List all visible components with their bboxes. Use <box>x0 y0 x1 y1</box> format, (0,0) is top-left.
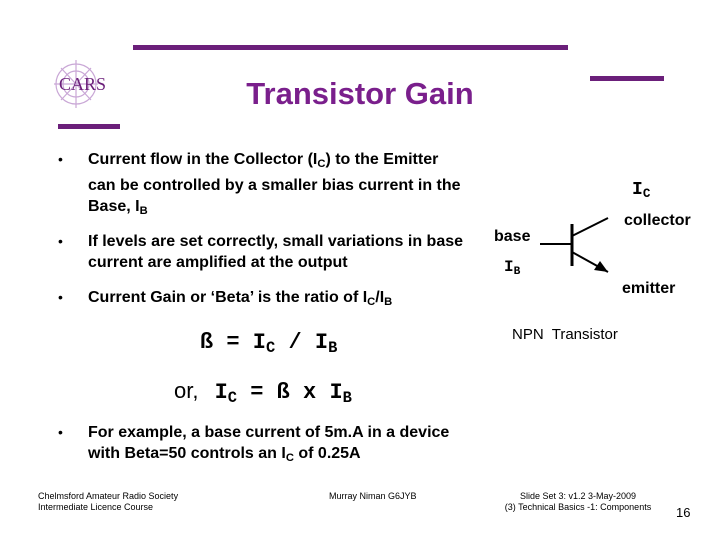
bullet-3-sub: C <box>367 295 376 308</box>
bullet-1 <box>88 149 468 222</box>
bullet-4-text: For example, a base current of 5m.A in a device with Beta=50 controls an I <box>88 424 450 462</box>
footer-left-line-2: Intermediate Licence Course <box>38 502 154 512</box>
bullet-2: If levels are set correctly, small variations in base current are amplified at the output <box>88 233 464 271</box>
bullet-marker: • <box>58 289 63 305</box>
footer-right-line-1: Slide Set 3: v1.2 3-May-2009 <box>519 491 637 501</box>
ib-label-sub: B <box>513 265 521 278</box>
bullet-4 <box>88 422 468 469</box>
ic-label <box>632 180 650 201</box>
top-bar <box>133 45 568 50</box>
formula-beta <box>200 330 337 357</box>
bullet-4-text-2: of 0.25A <box>293 445 361 462</box>
bullet-3-text: Current Gain or ‘Beta’ is the ratio of I <box>88 289 368 306</box>
formula-ic <box>174 378 352 407</box>
bullet-3 <box>88 287 488 313</box>
formula-2-prefix: or, <box>174 378 199 403</box>
formula-2-mid: = ß x I <box>237 380 343 405</box>
emitter-label: emitter <box>622 280 676 297</box>
formula-1-sub-2: B <box>328 338 338 357</box>
bullet-1-text: Current flow in the Collector (I <box>88 151 318 168</box>
underline-bar <box>58 124 120 129</box>
page-number: 16 <box>676 505 691 520</box>
footer-right-line-2: (3) Technical Basics -1: Components <box>504 502 652 512</box>
ib-label <box>504 258 520 278</box>
bullet-1-sub-2: B <box>139 204 148 217</box>
formula-2-sub-1: C <box>227 388 238 407</box>
footer-left-line-1: Chelmsford Amateur Radio Society <box>38 491 179 501</box>
bullet-marker: • <box>58 151 63 167</box>
npn-transistor-symbol <box>520 200 630 290</box>
bullet-4-sub: C <box>285 451 294 464</box>
formula-1-mid: / I <box>275 330 329 355</box>
formula-1-sub-1: C <box>266 338 276 357</box>
collector-label: collector <box>624 212 691 229</box>
logo-text: CARS <box>59 74 107 94</box>
formula-2-a: I <box>214 380 228 405</box>
ib-label-main: I <box>504 258 514 276</box>
base-label: base <box>494 228 531 245</box>
formula-1-lhs: ß = I <box>200 330 267 355</box>
footer-left <box>38 491 178 513</box>
bullet-3-sub-2: B <box>384 295 393 308</box>
bullet-3-text-2: /I <box>375 289 385 306</box>
ic-label-sub: C <box>642 187 651 202</box>
bullet-marker: • <box>58 233 63 249</box>
bullet-1-text-2: ) to the Emitter can be controlled by a smaller bias current in the Base, I <box>88 151 461 215</box>
ic-label-main: I <box>632 180 643 200</box>
footer-right <box>478 491 678 513</box>
page-title: Transistor Gain <box>246 76 474 111</box>
formula-2-sub-2: B <box>342 388 352 407</box>
footer-center: Murray Niman G6JYB <box>329 491 417 501</box>
bullet-1-sub: C <box>317 157 326 170</box>
npn-caption: NPN Transistor <box>512 326 618 343</box>
bullet-marker: • <box>58 424 63 440</box>
